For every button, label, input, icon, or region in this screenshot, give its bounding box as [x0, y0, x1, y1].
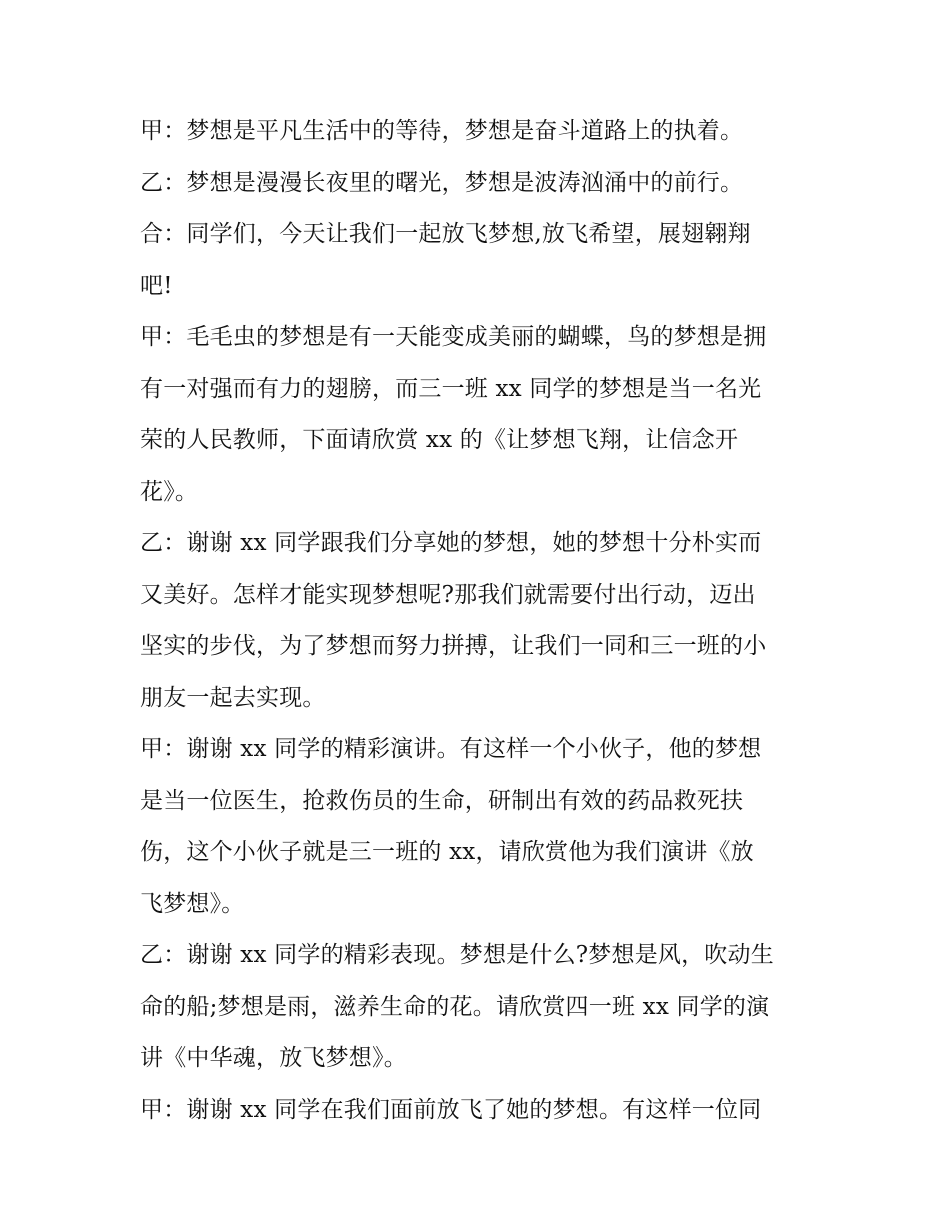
text-line: 讲《中华魂，放飞梦想》。 — [140, 1045, 407, 1071]
text-line: 飞梦想》。 — [140, 890, 245, 917]
text-line: 命的船;梦想是雨，滋养生命的花。请欣赏四一班 xx 同学的演 — [140, 993, 770, 1020]
text-line: 合：同学们，今天让我们一起放飞梦想,放飞希望，展翅翱翔 — [140, 221, 751, 247]
text-line: 甲：谢谢 xx 同学在我们面前放飞了她的梦想。有这样一位同 — [140, 1096, 762, 1123]
text-line: 是当一位医生，抢救伤员的生命，研制出有效的药品救死扶 — [140, 787, 744, 814]
text-line: 荣的人民教师，下面请欣赏 xx 的《让梦想飞翔，让信念开 — [140, 427, 739, 453]
text-line: 花》。 — [140, 478, 199, 505]
text-line: 乙：谢谢 xx 同学跟我们分享她的梦想，她的梦想十分朴实而 — [140, 530, 762, 556]
text-line: 朋友一起去实现。 — [140, 684, 326, 711]
text-line: 甲：谢谢 xx 同学的精彩演讲。有这样一个小伙子，他的梦想 — [140, 736, 762, 762]
text-line: 坚实的步伐，为了梦想而努力拼搏，让我们一同和三一班的小 — [140, 633, 767, 659]
text-line: 又美好。怎样才能实现梦想呢?那我们就需要付出行动，迈出 — [140, 581, 756, 608]
text-line: 有一对强而有力的翅膀，而三一班 xx 同学的梦想是当一名光 — [140, 375, 762, 402]
text-line: 甲：梦想是平凡生活中的等待，梦想是奋斗道路上的执着。 — [140, 118, 744, 144]
text-line: 伤，这个小伙子就是三一班的 xx，请欣赏他为我们演讲《放 — [140, 839, 754, 865]
text-line: 吧! — [140, 272, 173, 299]
text-line: 甲：毛毛虫的梦想是有一天能变成美丽的蝴蝶，鸟的梦想是拥 — [140, 324, 767, 350]
text-line: 乙：谢谢 xx 同学的精彩表现。梦想是什么?梦想是风，吹动生 — [140, 942, 774, 968]
document-body — [140, 106, 820, 1136]
text-line: 乙：梦想是漫漫长夜里的曙光，梦想是波涛汹涌中的前行。 — [140, 169, 744, 196]
